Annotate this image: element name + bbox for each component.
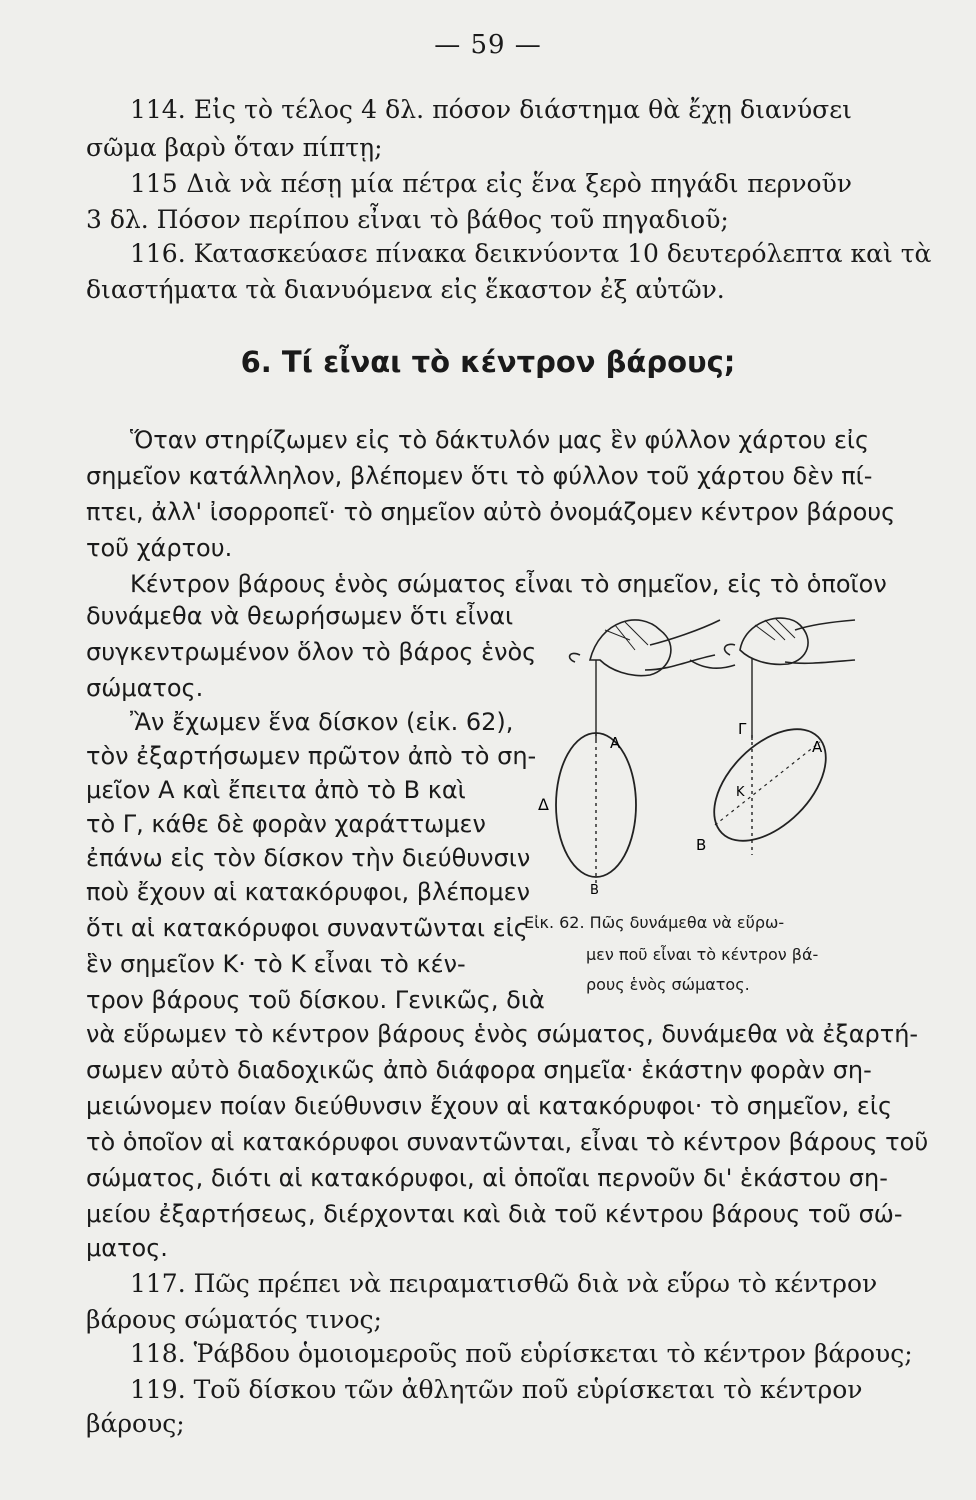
- label-b-left: Β: [590, 883, 599, 898]
- para3-line: ὅτι αἱ κατακόρυφοι συναντῶνται εἰς: [86, 914, 528, 942]
- label-d: Δ: [538, 795, 549, 814]
- figure-62-diagram: [530, 600, 860, 900]
- label-g: Γ: [738, 720, 747, 738]
- para3-line: σωμεν αὐτὸ διαδοχικῶς ἀπὸ διάφορα σημεῖα· ἑκάστην φορὰν ση-: [86, 1056, 872, 1084]
- para1-line: τοῦ χάρτου.: [86, 534, 233, 562]
- para1-line: Ὅταν στηρίζωμεν εἰς τὸ δάκτυλόν μας ἓν φύλλον χάρτου εἰς: [130, 426, 870, 454]
- para3-line: Ἂν ἔχωμεν ἕνα δίσκον (εἰκ. 62),: [130, 708, 514, 736]
- para3-line: ποὺ ἔχουν αἱ κατακόρυφοι, βλέπομεν: [86, 878, 531, 906]
- para3-line: μειώνομεν ποίαν διεύθυνσιν ἔχουν αἱ κατακόρυφοι· τὸ σημεῖον, εἰς: [86, 1092, 893, 1120]
- para2-line: σώματος.: [86, 674, 204, 702]
- para2-line: Κέντρον βάρους ἑνὸς σώματος εἶναι τὸ σημεῖον, εἰς τὸ ὁποῖον: [130, 570, 887, 598]
- para3-line: ἐπάνω εἰς τὸν δίσκον τὴν διεύθυνσιν: [86, 844, 531, 872]
- para3-line: ματος.: [86, 1234, 168, 1262]
- para3-line: τὸ ὁποῖον αἱ κατακόρυφοι συναντῶνται, εἶναι τὸ κέντρον βάρους τοῦ: [86, 1128, 929, 1156]
- label-a-right: Α: [812, 738, 823, 756]
- para3-line: μείου ἐξαρτήσεως, διέρχονται καὶ διὰ τοῦ κέντρου βάρους τοῦ σώ-: [86, 1200, 903, 1228]
- question-116-line1: 116. Κατασκεύασε πίνακα δεικνύοντα 10 δευτερόλεπτα καὶ τὰ: [130, 239, 932, 268]
- para3-line: μεῖον Α καὶ ἔπειτα ἀπὸ τὸ Β καὶ: [86, 776, 466, 804]
- figure-caption-line: Εἰκ. 62. Πῶς δυνάμεθα νὰ εὕρω-: [524, 913, 785, 932]
- figure-caption-line: ρους ἑνὸς σώματος.: [586, 975, 750, 994]
- question-114-line2: σῶμα βαρὺ ὅταν πίπτῃ;: [86, 133, 383, 162]
- para1-line: σημεῖον κατάλληλον, βλέπομεν ὅτι τὸ φύλλον τοῦ χάρτου δὲν πί-: [86, 462, 873, 490]
- para1-line: πτει, ἀλλ' ἰσορροπεῖ· τὸ σημεῖον αὐτὸ ὀνομάζομεν κέντρον βάρους: [86, 498, 896, 526]
- page-number: — 59 —: [434, 30, 542, 60]
- para2-line: δυνάμεθα νὰ θεωρήσωμεν ὅτι εἶναι: [86, 602, 514, 630]
- para3-line: σώματος, διότι αἱ κατακόρυφοι, αἱ ὁποῖαι περνοῦν δι' ἑκάστου ση-: [86, 1164, 888, 1192]
- question-117-line2: βάρους σώματός τινος;: [86, 1305, 382, 1334]
- label-k: Κ: [736, 785, 745, 800]
- para3-line: τὸ Γ, κάθε δὲ φορὰν χαράττωμεν: [86, 810, 486, 838]
- question-115-line1: 115 Διὰ νὰ πέσῃ μία πέτρα εἰς ἕνα ξερὸ πηγάδι περνοῦν: [130, 169, 852, 198]
- question-117-line1: 117. Πῶς πρέπει νὰ πειραματισθῶ διὰ νὰ εὕρω τὸ κέντρον: [130, 1269, 878, 1298]
- question-119-line2: βάρους;: [86, 1409, 185, 1438]
- question-115-line2: 3 δλ. Πόσον περίπου εἶναι τὸ βάθος τοῦ πηγαδιοῦ;: [86, 205, 729, 234]
- right-disc: [694, 709, 847, 862]
- para2-line: συγκεντρωμένον ὅλον τὸ βάρος ἑνὸς: [86, 638, 537, 666]
- para3-line: νὰ εὕρωμεν τὸ κέντρον βάρους ἑνὸς σώματος, δυνάμεθα νὰ ἐξαρτή-: [86, 1020, 919, 1048]
- label-b-right: Β: [696, 836, 707, 854]
- para3-line: ἓν σημεῖον Κ· τὸ Κ εἶναι τὸ κέν-: [86, 950, 466, 978]
- right-hand-illustration: [725, 618, 855, 664]
- left-hand-illustration: [570, 620, 735, 676]
- para3-line: τρον βάρους τοῦ δίσκου. Γενικῶς, διὰ: [86, 986, 545, 1014]
- figure-caption-line: μεν ποῦ εἶναι τὸ κέντρον βά-: [586, 945, 819, 964]
- para3-line: τὸν ἐξαρτήσωμεν πρῶτον ἀπὸ τὸ ση-: [86, 742, 537, 770]
- section-title: 6. Τί εἶναι τὸ κέντρον βάρους;: [240, 345, 736, 379]
- question-118-line1: 118. Ῥάβδου ὁμοιομεροῦς ποῦ εὑρίσκεται τὸ κέντρον βάρους;: [130, 1339, 913, 1368]
- question-116-line2: διαστήματα τὰ διανυόμενα εἰς ἕκαστον ἐξ αὐτῶν.: [86, 275, 725, 304]
- label-a-left: Α: [610, 734, 621, 752]
- question-119-line1: 119. Τοῦ δίσκου τῶν ἀθλητῶν ποῦ εὑρίσκεται τὸ κέντρον: [130, 1375, 863, 1404]
- question-114-line1: 114. Εἰς τὸ τέλος 4 δλ. πόσον διάστημα θὰ ἔχῃ διανύσει: [130, 95, 852, 124]
